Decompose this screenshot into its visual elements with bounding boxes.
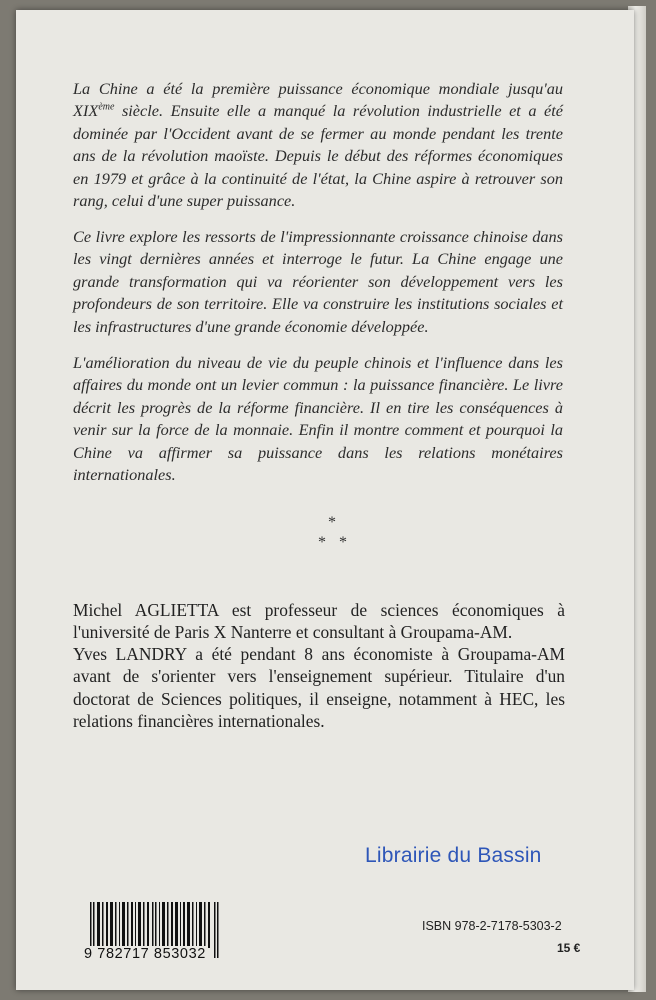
blurb-paragraph-3: L'amélioration du niveau de vie du peuple chinois et l'influence dans les affaires du monde ont un levier commun : la puissance financière. Le livre décrit les progrès de la réforme financière. Il en tire les conséquences à venir sur la force de la monnaie. Enfin il montre comment et pourquoi la Chine va affirmer sa puissance dans les relations monétaires internationales. xyxy=(73,353,563,485)
author-bio-landry: Yves LANDRY a été pendant 8 ans économiste à Groupama-AM avant de s'orienter vers l'enseignement supérieur. Titulaire d'un doctorat de Sciences politiques, il enseigne, notamment à HEC, les relations financières internationales. xyxy=(73,644,565,732)
blurb-paragraph-2: Ce livre explore les ressorts de l'impressionnante croissance chinoise dans les vingt dernières années et interroge le futur. La Chine engage une grande transformation qui va réorienter son développement vers les profondeurs de son territoire. Elle va construire les institutions sociales et les infrastructures d'une grande économie développée. xyxy=(73,227,563,336)
blurb-p1-text-a: La Chine a été la première puissance économique mondiale jusqu'au XIX xyxy=(73,79,563,121)
barcode-digits: 9 782717 853032 xyxy=(84,946,206,962)
separator-star-top: * xyxy=(328,514,336,531)
separator-star-right: * xyxy=(339,534,347,551)
blurb-paragraph-1 xyxy=(73,78,563,212)
separator-star-left: * xyxy=(318,534,326,551)
blurb-p1-text-b: siècle. Ensuite elle a manqué la révolution industrielle et a été dominée par l'Occident avant de se fermer au monde pendant les trente ans de la révolution maoïste. Depuis le début des réformes économiques en 1979 et grâce à la continuité de l'état, la Chine aspire à retrouver son rang, celui d'une super puissance. xyxy=(73,101,563,211)
blurb-p1-superscript: ème xyxy=(98,101,115,113)
price: 15 € xyxy=(557,941,581,955)
bookseller-stamp: Librairie du Bassin xyxy=(365,844,542,867)
isbn: ISBN 978-2-7178-5303-2 xyxy=(422,919,562,933)
author-bio-aglietta: Michel AGLIETTA est professeur de sciences économiques à l'université de Paris X Nanterre et consultant à Groupama-AM. xyxy=(73,600,565,643)
